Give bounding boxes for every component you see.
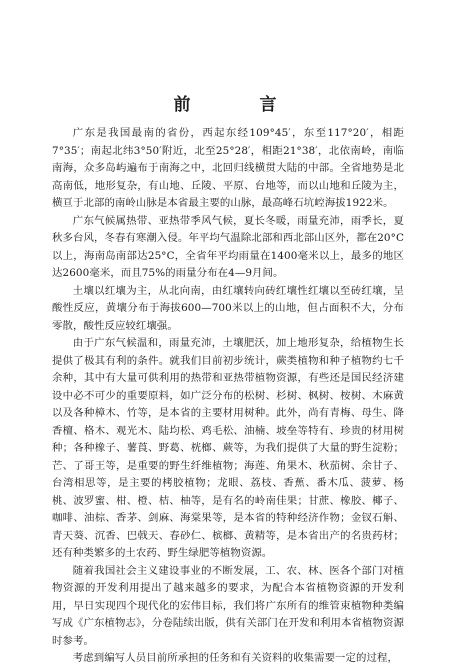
page-title: 前 言 xyxy=(173,95,303,115)
paragraph-soil: 土壤以红壤为主，从北向南，由红壤转向砖红壤性红壤以至砖红壤，呈酸性反应，黄壤分布于海拔600—700米以上的山地，但占面积不大，分布零散，酸性反应较红壤强。 xyxy=(52,284,404,332)
paragraph-climate: 广东气候属热带、亚热带季风气候，夏长冬暖，雨量充沛，雨季长，夏秋多台风，冬春有寒潮入侵。年平均气温除北部和西北部山区外，都在20°C以上，海南岛南部达25°C，全省年平均雨量在1400毫米以上，最多的地区达2600毫米，而且75%的雨量分布在4—9月间。 xyxy=(52,214,404,279)
paragraph-plant-resources: 由于广东气候温和，雨量充沛，土壤肥沃，加上地形复杂，给植物生长提供了极其有利的条件。就我们目前初步统计，蕨类植物和种子植物约七千余种，其中有大量可供利用的热带和亚热带植物资源，有些还是国民经济建设中必不可少的重要原料，如广泛分布的松树、杉树、枫树、桉树、木麻黄以及各种樟木、竹等，是本省的主要材用树种。此外，尚有青梅、母生、降香檀、格木、观光木、陆均松、鸡毛松、油楠、坡垒等特有、珍贵的材用树种；各种橡子、薯莨、野葛、桄榔、蕨等，为我们提供了大量的野生淀粉；芒、了哥王等，是重要的野生纤维植物；海莲、角果木、秋茄树、余甘子、台湾相思等，是主要的栲胶植物；龙眼、荔枝、香蕉、番木瓜、菠萝、杨桃、波罗蜜、柑、橙、桔、柚等，是有名的岭南佳果；甘蔗、橡胶、椰子、咖啡、油棕、香茅、剑麻、海棠果等，是本省的特种经济作物；金钗石斛、青天葵、沉香、巴戟天、春砂仁、槟榔、黄精等，是本省出产的名贵药材；还有种类繁多的土农药、野生绿肥等植物资源。 xyxy=(52,337,404,559)
body-text xyxy=(52,125,404,668)
paragraph-considerations: 考虑到编写人员目前所承担的任务和有关资料的收集需要一定的过程， xyxy=(72,652,399,664)
paragraph-purpose: 随着我国社会主义建设事业的不断发展，工、农、林、医各个部门对植物资源的开发利用提出了越来越多的要求，为配合本省植物资源的开发利用，早日实现四个现代化的宏伟目标，我们将广东所有的维管束植物种类编写成《广东植物志》，分卷陆续出版，供有关部门在开发和利用本省植物资源时参考。 xyxy=(52,564,404,647)
paragraph-geography: 广东是我国最南的省份，西起东经109°45′，东至117°20′，相距7°35′；南起北纬3°50′附近，北至25°28′，相距21°38′，北依南岭，南临南海，众多岛屿遍布于南海之中，北回归线横贯大陆的中部。全省地势是北高南低，地形复杂，有山地、丘陵、平原、台地等，而以山地和丘陵为主，横亘于北部的南岭山脉是本省最主要的山脉，最高峰石坑崆海拔1922米。 xyxy=(52,127,404,209)
